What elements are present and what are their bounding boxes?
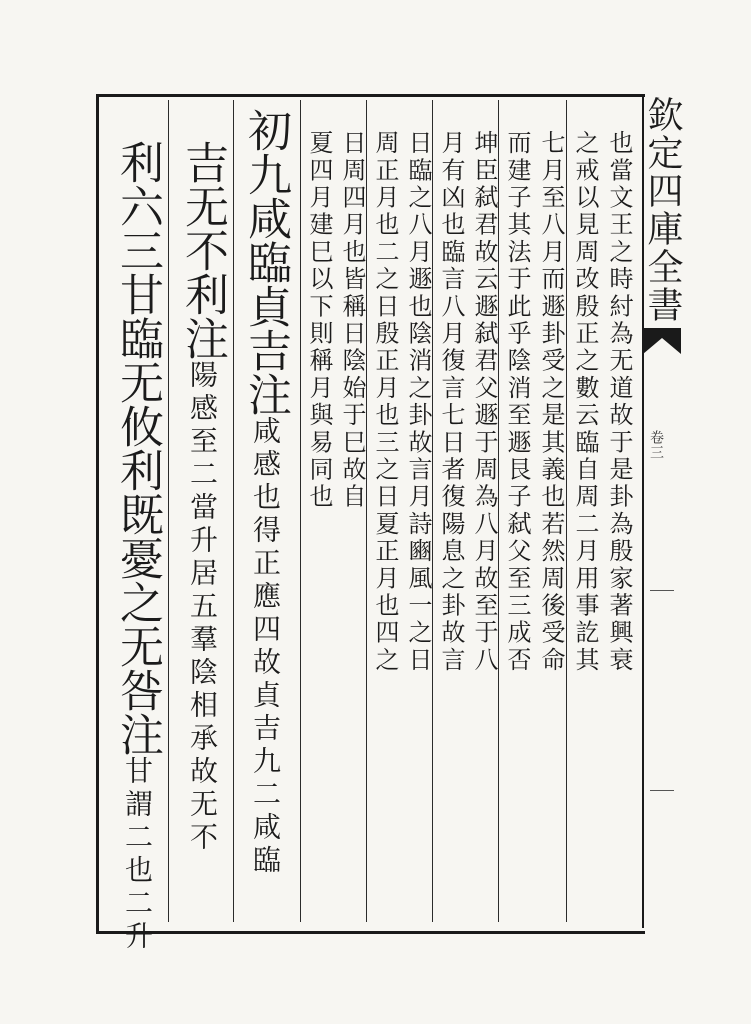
commentary-line: 而建子其法于此乎陰消至遯艮子弑父至三成否 <box>503 130 531 674</box>
commentary-line: 月有凶也臨言八月復言七日者復陽息之卦故言 <box>437 130 465 674</box>
main-text: 吉无不利 <box>177 140 228 316</box>
column-rule <box>233 100 234 922</box>
commentary-line: 七月至八月而遯卦受之是其義也若然周後受命 <box>537 130 565 674</box>
note-mark: 注 <box>177 316 228 360</box>
margin-tick <box>650 590 674 591</box>
column-rule <box>300 100 301 922</box>
main-text: 利六三甘臨无攸利既憂之无咎 <box>112 140 163 712</box>
column-rule <box>168 100 169 922</box>
margin-tick <box>650 790 674 791</box>
note-mark: 注 <box>112 712 163 756</box>
commentary-line: 日周四月也皆稱日陰始于巳故自 <box>338 130 366 511</box>
note-text: 甘謂二也二升 <box>121 756 154 954</box>
main-text-column <box>112 140 162 954</box>
main-text-column <box>177 140 227 855</box>
column-rule <box>432 100 433 922</box>
commentary-line: 日臨之八月遯也陰消之卦故言月詩豳風一之日 <box>404 130 432 674</box>
main-text: 初九咸臨貞吉 <box>240 108 291 372</box>
fishtail-mark-icon <box>643 328 681 354</box>
note-text: 咸感也得正應四故貞吉九二咸臨 <box>249 416 282 878</box>
note-text: 陽感至二當升居五羣陰相承故无不 <box>186 360 219 855</box>
column-rule <box>366 100 367 922</box>
commentary-line: 周正月也二之日殷正月也三之日夏正月也四之 <box>371 130 399 674</box>
margin-title: 欽定四庫全書 <box>642 96 683 324</box>
margin-volume: 卷三 <box>648 430 664 460</box>
note-mark: 注 <box>240 372 291 416</box>
commentary-line: 也當文王之時紂為无道故于是卦為殷家著興衰 <box>605 130 633 674</box>
commentary-line: 夏四月建巳以下則稱月與易同也 <box>305 130 333 511</box>
main-text-column <box>240 108 290 878</box>
commentary-line: 坤臣弑君故云遯弑君父遯于周為八月故至于八 <box>470 130 498 674</box>
column-rule <box>566 100 567 922</box>
commentary-line: 之戒以見周改殷正之數云臨自周二月用事訖其 <box>571 130 599 674</box>
column-rule <box>498 100 499 922</box>
